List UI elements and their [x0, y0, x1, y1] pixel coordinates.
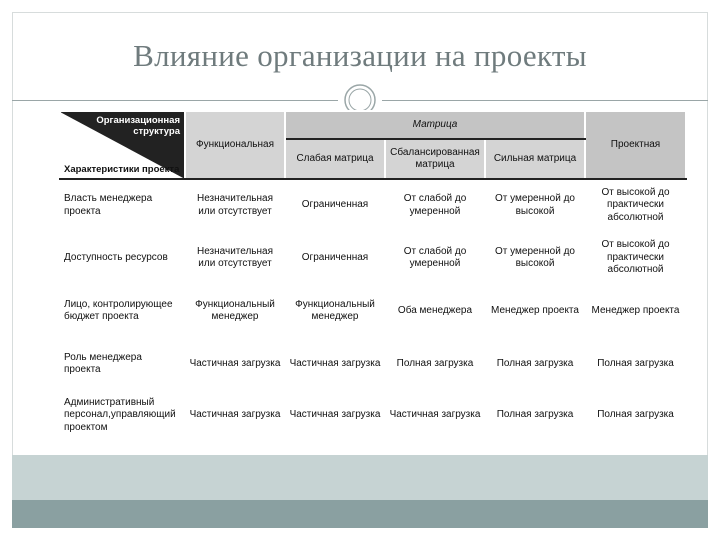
table-cell: От слабой до умеренной [385, 232, 485, 284]
col-header-functional: Функциональная [185, 111, 285, 179]
table-cell: От высокой до практически абсолютной [585, 179, 686, 232]
table-cell: От умеренной до высокой [485, 232, 585, 284]
table-cell: Полная загрузка [485, 338, 585, 390]
table-cell: От умеренной до высокой [485, 179, 585, 232]
table-row [60, 338, 686, 390]
slide-title: Влияние организации на проекты [133, 38, 587, 73]
table-corner-header [60, 111, 185, 179]
table-cell: Частичная загрузка [285, 338, 385, 390]
table-cell: Частичная загрузка [285, 390, 385, 441]
footer-band-dark [12, 500, 708, 528]
row-label: Власть менеджера проекта [60, 179, 185, 232]
row-label: Административный персонал,управляющий проектом [60, 390, 185, 441]
title-divider-left [12, 100, 338, 101]
table-cell: От слабой до умеренной [385, 179, 485, 232]
col-header-strong-matrix: Сильная матрица [485, 139, 585, 179]
col-header-weak-matrix: Слабая матрица [285, 139, 385, 179]
corner-top-label: Организационная структура [96, 115, 180, 138]
row-label: Роль менеджера проекта [60, 338, 185, 390]
table-cell: Полная загрузка [585, 338, 686, 390]
table-cell: Оба менеджера [385, 284, 485, 338]
corner-bottom-label: Характеристики проекта [64, 163, 180, 175]
table-cell: Частичная загрузка [385, 390, 485, 441]
table-cell: Полная загрузка [585, 390, 686, 441]
footer-band-light [12, 455, 708, 500]
row-label: Лицо, контролирующее бюджет проекта [60, 284, 185, 338]
table-cell: Функциональный менеджер [285, 284, 385, 338]
col-group-matrix: Матрица [285, 111, 585, 139]
table-cell: Ограниченная [285, 232, 385, 284]
col-header-balanced-matrix: Сбалансированная матрица [385, 139, 485, 179]
table-cell: Менеджер проекта [585, 284, 686, 338]
table-cell: Частичная загрузка [185, 338, 285, 390]
table-row [60, 179, 686, 232]
row-label: Доступность ресурсов [60, 232, 185, 284]
table-cell: Ограниченная [285, 179, 385, 232]
table-cell: Частичная загрузка [185, 390, 285, 441]
col-header-projectized: Проектная [585, 111, 686, 179]
table-row [60, 284, 686, 338]
table-row [60, 232, 686, 284]
table-cell: Полная загрузка [385, 338, 485, 390]
org-structure-table [59, 110, 687, 442]
table-cell: От высокой до практически абсолютной [585, 232, 686, 284]
table-row [60, 390, 686, 441]
table-cell: Функциональный менеджер [185, 284, 285, 338]
title-divider-right [382, 100, 708, 101]
table-cell: Полная загрузка [485, 390, 585, 441]
table-cell: Менеджер проекта [485, 284, 585, 338]
table-cell: Незначительная или отсутствует [185, 179, 285, 232]
table-cell: Незначительная или отсутствует [185, 232, 285, 284]
